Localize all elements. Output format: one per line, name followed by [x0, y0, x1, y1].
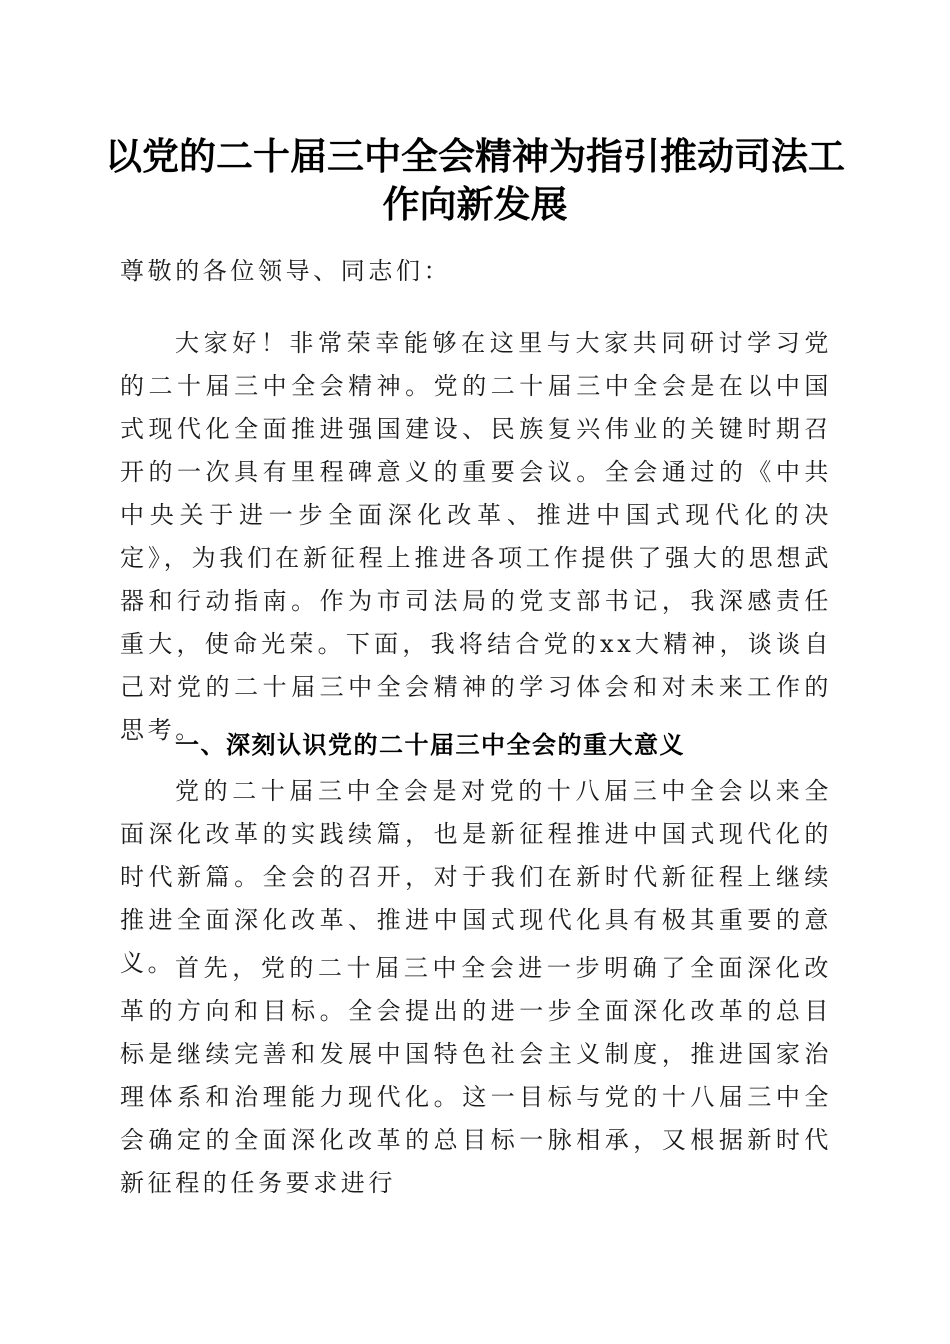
section1-paragraph-1: 党的二十届三中全会是对党的十八届三中全会以来全面深化改革的实践续篇，也是新征程推进中国式现代化的时代新篇。全会的召开，对于我们在新时代新征程上继续推进全面深化改革、推进中国式现代化具有极其重要的意义。	[120, 777, 832, 977]
salutation: 尊敬的各位领导、同志们：	[120, 257, 452, 285]
section1-paragraph-2: 首先，党的二十届三中全会进一步明确了全面深化改革的方向和目标。全会提出的进一步全面深化改革的总目标是继续完善和发展中国特色社会主义制度，推进国家治理体系和治理能力现代化。这一目标与党的十八届三中全会确定的全面深化改革的总目标一脉相承，又根据新时代新征程的任务要求进行	[120, 954, 832, 1197]
intro-paragraph: 大家好！非常荣幸能够在这里与大家共同研讨学习党的二十届三中全会精神。党的二十届三中全会是在以中国式现代化全面推进强国建设、民族复兴伟业的关键时期召开的一次具有里程碑意义的重要会议。全会通过的《中共中央关于进一步全面深化改革、推进中国式现代化的决定》，为我们在新征程上推进各项工作提供了强大的思想武器和行动指南。作为市司法局的党支部书记，我深感责任重大，使命光荣。下面，我将结合党的xx大精神，谈谈自己对党的二十届三中全会精神的学习体会和对未来工作的思考。	[120, 329, 832, 744]
document-title: 以党的二十届三中全会精神为指引推动司法工作向新发展	[105, 134, 845, 226]
section-heading-1: 一、深刻认识党的二十届三中全会的重大意义	[175, 731, 685, 759]
